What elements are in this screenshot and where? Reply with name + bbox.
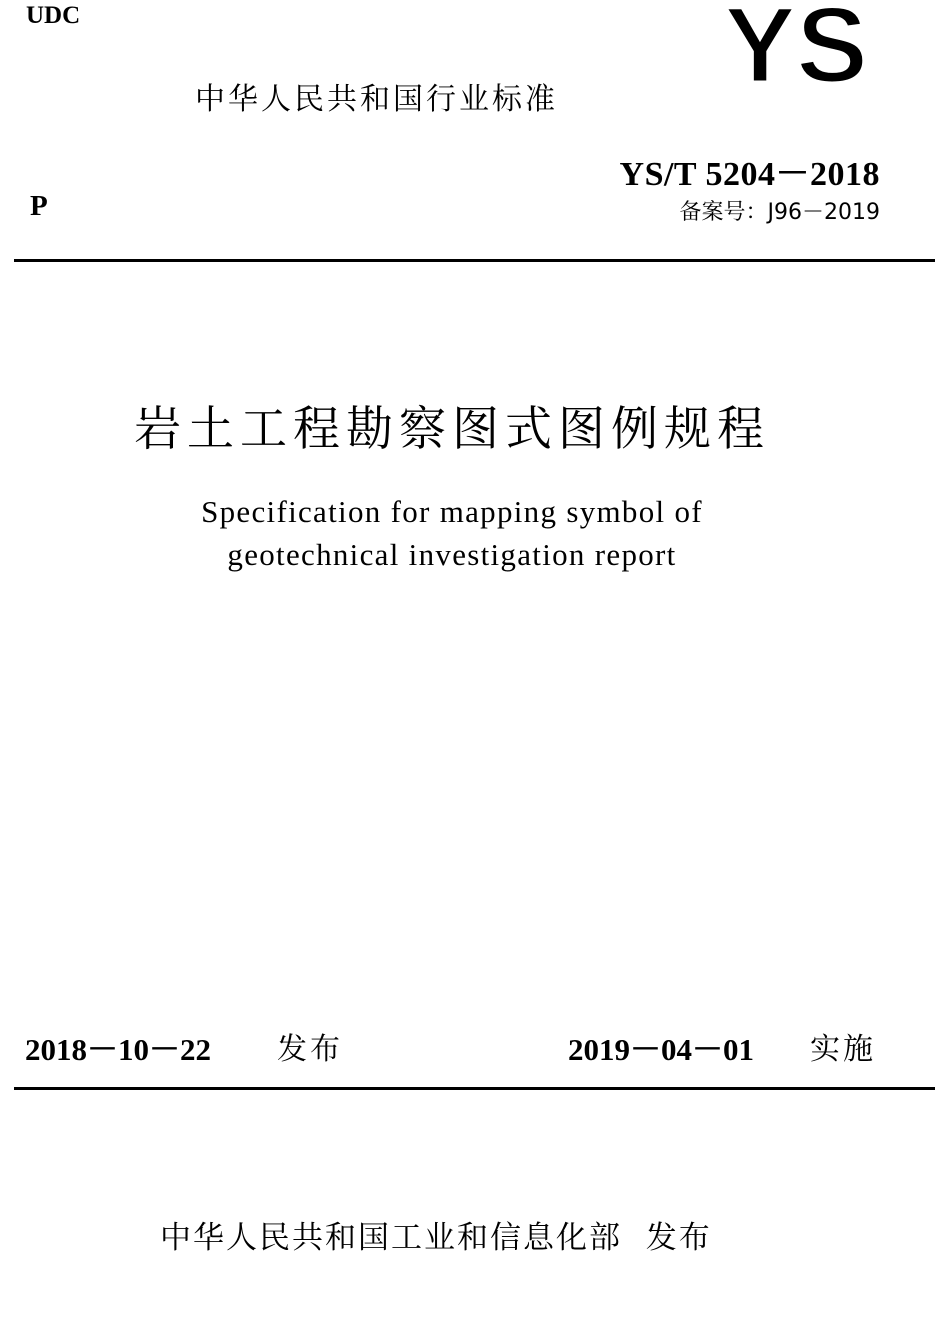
classification-letter: P <box>30 190 48 222</box>
filing-number: 备案号：J96－2019 <box>679 200 880 225</box>
top-divider <box>14 259 935 262</box>
effective-date: 2019－04－01 <box>568 1032 754 1067</box>
standard-code: YS/T 5204－2018 <box>619 156 880 193</box>
title-english-line-2: geotechnical investigation report <box>227 537 677 572</box>
title-english-line-1: Specification for mapping symbol of <box>201 494 703 529</box>
industry-standard-heading: 中华人民共和国行业标准 <box>195 82 558 117</box>
title-chinese: 岩土工程勘察图式图例规程 <box>134 402 770 457</box>
udc-label: UDC <box>26 2 81 29</box>
bottom-divider <box>14 1087 935 1090</box>
publisher: 中华人民共和国工业和信息化部 发布 <box>160 1220 712 1256</box>
ys-logo-text: YS <box>723 0 869 92</box>
publish-date: 2018－10－22 <box>25 1032 211 1067</box>
effective-label: 实施 <box>810 1032 876 1067</box>
publish-label: 发布 <box>277 1032 343 1067</box>
ys-logo <box>708 0 883 92</box>
title-english <box>0 490 904 576</box>
